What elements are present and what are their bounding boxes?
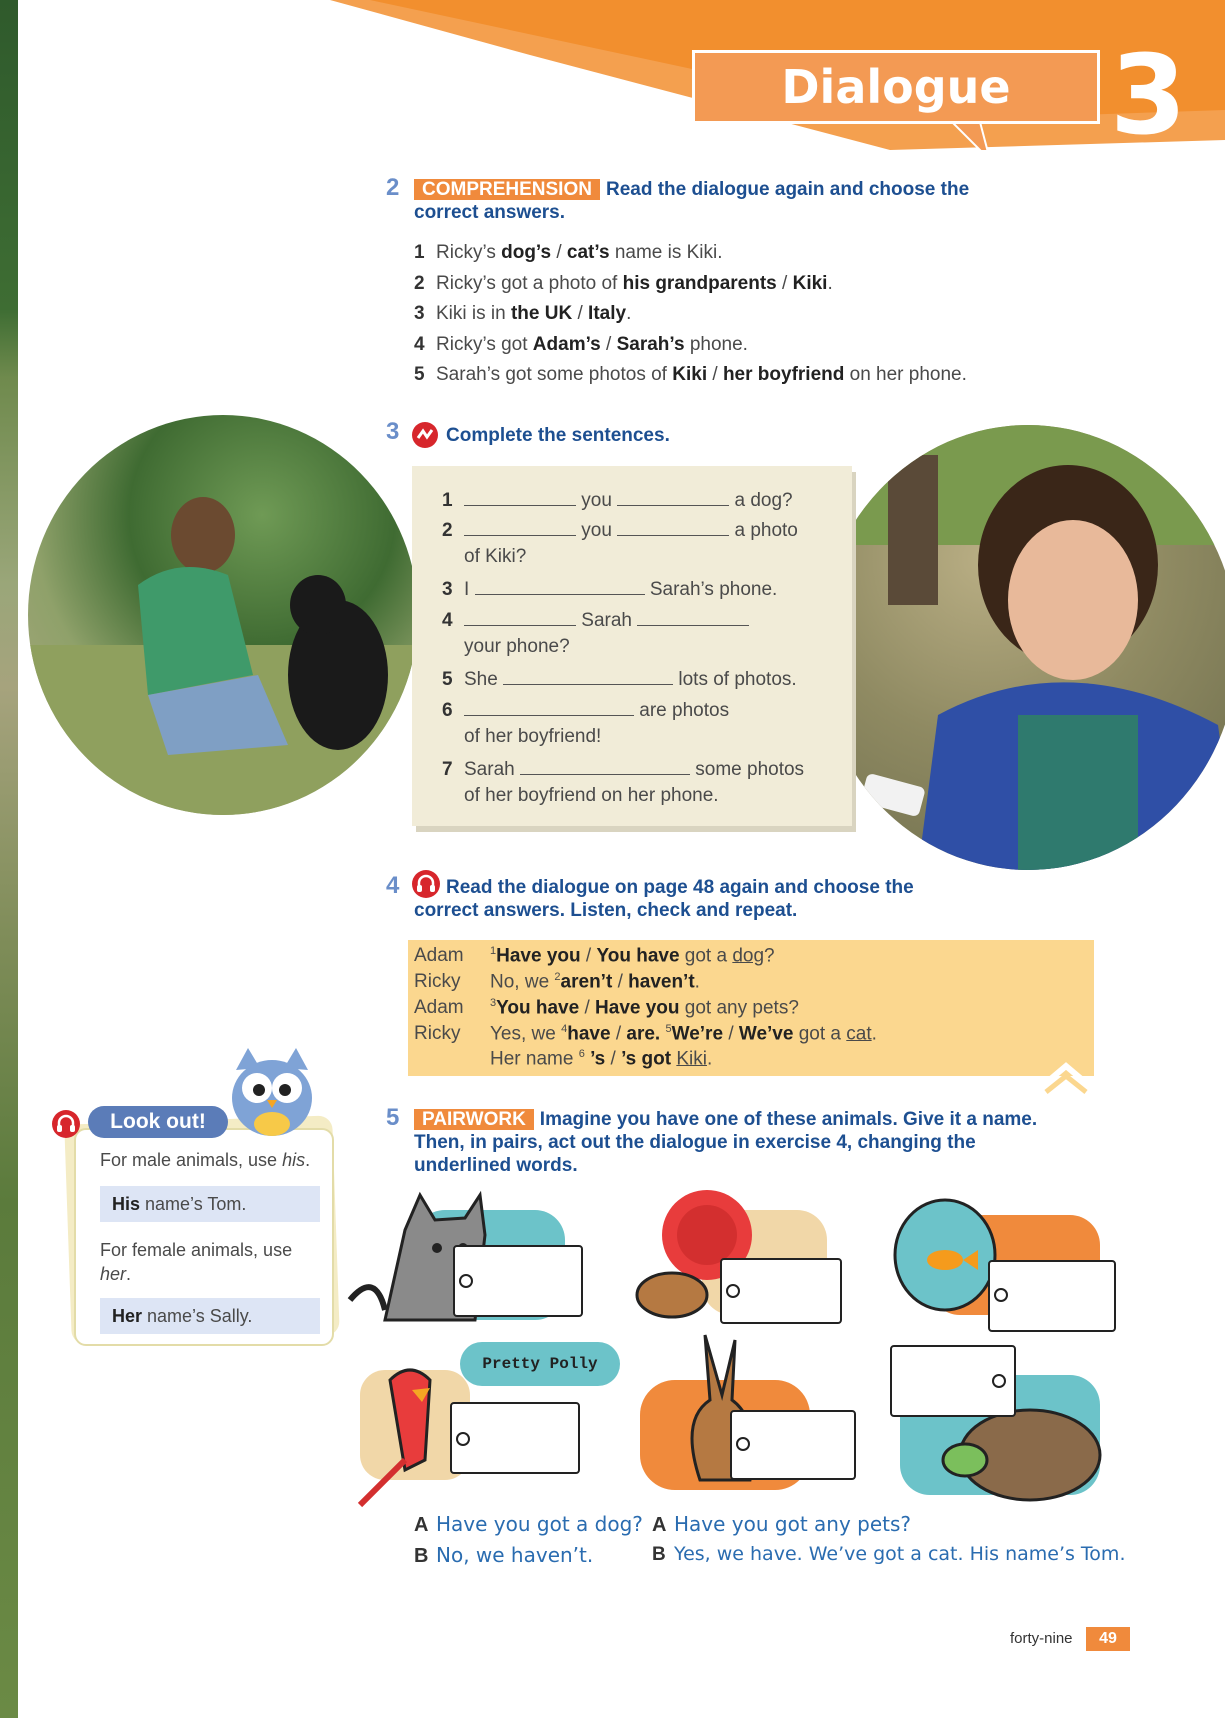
ex2-list xyxy=(414,238,967,391)
sentence-4-cont: your phone? xyxy=(464,636,570,657)
ex4-instruction: Read the dialogue on page 48 again and choose the correct answers. Listen, check and repeat. xyxy=(414,877,914,921)
option-b[interactable]: You have xyxy=(596,945,680,967)
chevron-up-icon xyxy=(1036,1058,1096,1094)
blank-input[interactable] xyxy=(464,698,634,716)
sentence-6-cont: of her boyfriend! xyxy=(464,726,602,747)
photo-boy-with-dog xyxy=(28,415,418,815)
model-right-b: B Yes, we have. We’ve got a cat. His name’s Tom. xyxy=(652,1543,1126,1565)
speech-bubble: Pretty Polly xyxy=(460,1342,620,1386)
sentence-5: 5 She lots of photos. xyxy=(442,669,797,690)
list-item: 1 Ricky’s dog’s / cat’s name is Kiki. xyxy=(414,242,723,263)
ex2-heading xyxy=(414,178,1014,224)
blank-input[interactable] xyxy=(637,608,749,626)
ex2-number: 2 xyxy=(386,174,400,201)
tag-hole xyxy=(456,1432,470,1446)
sentence-3: 3 I Sarah’s phone. xyxy=(442,579,778,600)
sentence-1: 1 you a dog? xyxy=(442,490,793,511)
sentence-6: 6 are photos xyxy=(442,700,730,721)
lookout-male-example: His name’s Tom. xyxy=(100,1186,320,1222)
owl-icon xyxy=(222,1040,322,1140)
headphones-icon[interactable] xyxy=(52,1110,80,1138)
option-b[interactable]: Have you xyxy=(595,997,680,1019)
lookout-female-example: Her name’s Sally. xyxy=(100,1298,320,1334)
option-a[interactable]: aren’t xyxy=(560,971,613,993)
blank-input[interactable] xyxy=(464,488,576,506)
ex5-number: 5 xyxy=(386,1104,400,1131)
option-b[interactable]: Kiki xyxy=(792,272,828,294)
model-left-b: B No, we haven’t. xyxy=(414,1543,594,1567)
ex4-number: 4 xyxy=(386,872,400,899)
option-a[interactable]: his grandparents xyxy=(622,272,777,294)
option-b[interactable]: ’s got xyxy=(621,1048,672,1070)
blank-input[interactable] xyxy=(617,518,729,536)
option-a[interactable]: the UK xyxy=(510,303,573,324)
ex3-instruction: Complete the sentences. xyxy=(446,425,670,446)
ex2-instruction: Read the dialogue again and choose the correct answers. xyxy=(414,179,970,223)
option-b[interactable]: haven’t xyxy=(628,971,695,993)
option-b[interactable]: We’ve xyxy=(738,1023,794,1045)
comprehension-tag: COMPREHENSION xyxy=(414,179,600,200)
blank-input[interactable] xyxy=(464,608,576,626)
option-b[interactable]: are. xyxy=(626,1023,661,1045)
list-item: 4 Ricky’s got Adam’s / Sarah’s phone. xyxy=(414,333,748,355)
option-a[interactable]: Kiki xyxy=(672,364,708,385)
tag-hole xyxy=(992,1374,1006,1388)
unit-number: 3 xyxy=(1110,31,1187,159)
ex5-heading xyxy=(414,1108,1074,1177)
option-a[interactable]: Adam’s xyxy=(532,333,601,355)
ex5-instruction: Imagine you have one of these animals. Give it a name. Then, in pairs, act out the dialogue in exercise 4, changing the underlined words. xyxy=(414,1109,1038,1176)
option-a[interactable]: ’s xyxy=(590,1048,606,1070)
dialogue-line: Adam $^1$Have you / You have got a dog? xyxy=(414,945,775,967)
sentence-7-cont: of her boyfriend on her phone. xyxy=(464,785,719,806)
tag-hole xyxy=(726,1284,740,1298)
option-b[interactable]: Italy xyxy=(588,303,627,324)
page-edge-photo xyxy=(0,0,18,1718)
sentence-7: 7 Sarah some photos xyxy=(442,759,805,780)
model-left-a: A Have you got a dog? xyxy=(414,1512,643,1536)
option-b[interactable]: her boyfriend xyxy=(722,364,845,385)
dialogue-line: Ricky Yes, we $^4$have / are. $^5$We’re / We’ve got a cat. xyxy=(414,1023,877,1045)
option-b[interactable]: Sarah’s xyxy=(616,333,685,355)
model-right-a: A Have you got any pets? xyxy=(652,1512,912,1536)
grammar-icon xyxy=(412,422,438,448)
pairwork-tag: PAIRWORK xyxy=(414,1109,534,1130)
option-a[interactable]: Have you xyxy=(496,945,581,967)
tag-hole xyxy=(736,1437,750,1451)
page-number: 49 xyxy=(1086,1627,1130,1651)
dialogue-line: Ricky No, we $^2$aren’t / haven’t. xyxy=(414,971,700,993)
sentence-2: 2 you a photo xyxy=(442,520,798,541)
lookout-male-rule: For male animals, use his. xyxy=(100,1150,311,1170)
lookout-female-rule: For female animals, use her. xyxy=(100,1240,293,1284)
blank-input[interactable] xyxy=(464,518,576,536)
page-title: Dialogue xyxy=(781,60,1011,114)
option-b[interactable]: cat’s xyxy=(566,242,610,263)
tag-hole xyxy=(459,1274,473,1288)
sentence-4: 4 Sarah xyxy=(442,608,749,632)
photo-boy-with-phone xyxy=(818,425,1225,870)
dialogue-line: Adam $^3$You have / Have you got any pets? xyxy=(414,997,799,1019)
blank-input[interactable] xyxy=(475,577,645,595)
page-word: forty-nine xyxy=(1010,1630,1073,1647)
tag-hole xyxy=(994,1288,1008,1302)
lookout-title: Look out! xyxy=(88,1106,228,1138)
option-a[interactable]: You have xyxy=(496,997,580,1019)
dialogue-box xyxy=(408,940,1094,1076)
option-a[interactable]: We’re xyxy=(671,1023,724,1045)
option-a[interactable]: dog’s xyxy=(501,242,552,263)
list-item: 5 Sarah’s got some photos of Kiki / her boyfriend on her phone. xyxy=(414,364,967,385)
dialogue-line: Her name $^6$ ’s / ’s got Kiki. xyxy=(490,1048,713,1070)
blank-input[interactable] xyxy=(503,667,673,685)
option-a[interactable]: have xyxy=(567,1023,611,1045)
blank-input[interactable] xyxy=(617,488,729,506)
blank-input[interactable] xyxy=(520,757,690,775)
list-item: 3 Kiki is in the UK / Italy. xyxy=(414,303,632,324)
sentence-2-cont: of Kiki? xyxy=(464,546,527,567)
list-item: 2 Ricky’s got a photo of his grandparents / Kiki. xyxy=(414,272,833,294)
ex3-number: 3 xyxy=(386,418,400,445)
